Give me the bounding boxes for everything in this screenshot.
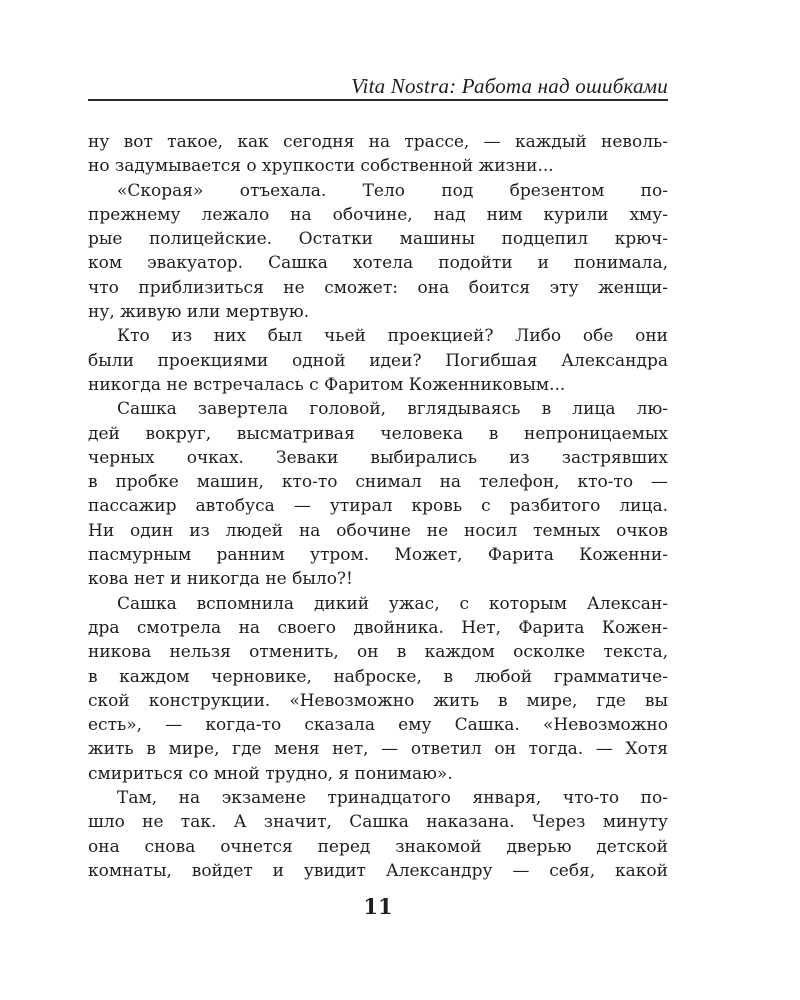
text-line: дей вокруг, высматривая человека в непроницаемых xyxy=(88,423,668,444)
page-number: 11 xyxy=(363,894,393,919)
text-line: шло не так. А значит, Сашка наказана. Через минуту xyxy=(88,812,668,833)
text-line: она снова очнется перед знакомой дверью детской xyxy=(88,836,668,857)
paragraph xyxy=(88,179,668,325)
text-line: но задумывается о хрупкости собственной жизни... xyxy=(88,156,554,177)
text-line: комнаты, войдет и увидит Александру — себя, какой xyxy=(88,860,668,881)
text-line: никогда не встречалась с Фаритом Коженниковым... xyxy=(88,374,566,395)
text-line: жить в мире, где меня нет, — ответил он тогда. — Хотя xyxy=(88,739,668,760)
running-header xyxy=(88,70,668,100)
text-line: ну, живую или мертвую. xyxy=(88,302,310,323)
text-line: Там, на экзамене тринадцатого января, что-то по- xyxy=(117,788,668,809)
text-line: есть», — когда-то сказала ему Сашка. «Невозможно xyxy=(88,715,668,736)
text-line: в пробке машин, кто-то снимал на телефон, кто-то — xyxy=(88,472,668,493)
text-line: пасмурным ранним утром. Может, Фарита Коженни- xyxy=(88,545,668,566)
header-rule xyxy=(88,99,668,101)
text-line: смириться со мной трудно, я понимаю». xyxy=(88,763,453,784)
paragraph xyxy=(88,324,668,397)
text-line: прежнему лежало на обочине, над ним курили хму- xyxy=(88,204,668,225)
paragraph xyxy=(88,397,668,591)
paragraph xyxy=(88,130,668,179)
text-line: ну вот такое, как сегодня на трассе, — каждый неволь- xyxy=(88,132,668,152)
text-line: в каждом черновике, наброске, в любой грамматиче- xyxy=(88,666,668,687)
text-line: пассажир автобуса — утирал кровь с разбитого лица. xyxy=(88,496,668,517)
text-line: были проекциями одной идеи? Погибшая Александра xyxy=(88,350,668,371)
text-line: ской конструкции. «Невозможно жить в мире, где вы xyxy=(88,690,668,711)
text-line: «Скорая» отъехала. Тело под брезентом по- xyxy=(117,180,668,201)
text-line: Кто из них был чьей проекцией? Либо обе они xyxy=(117,326,668,347)
text-line: Сашка вспомнила дикий ужас, с которым Алексан- xyxy=(117,593,668,614)
text-line: черных очках. Зеваки выбирались из застрявших xyxy=(88,447,668,468)
text-line: никова нельзя отменить, он в каждом осколке текста, xyxy=(88,642,668,663)
paragraph xyxy=(88,786,668,883)
text-line: рые полицейские. Остатки машины подцепил крюч- xyxy=(88,229,668,250)
running-title: Vita Nostra: Работа над ошибками xyxy=(351,74,668,98)
paragraph xyxy=(88,592,668,786)
text-line: ком эвакуатор. Сашка хотела подойти и понимала, xyxy=(88,253,668,274)
page-body-text xyxy=(88,130,668,883)
text-line: Ни один из людей на обочине не носил темных очков xyxy=(88,520,668,541)
text-line: Сашка завертела головой, вглядываясь в лица лю- xyxy=(117,399,668,420)
text-line: дра смотрела на своего двойника. Нет, Фарита Кожен- xyxy=(88,617,668,638)
text-line: что приблизиться не сможет: она боится эту женщи- xyxy=(88,277,668,298)
text-line: кова нет и никогда не было?! xyxy=(88,569,353,590)
